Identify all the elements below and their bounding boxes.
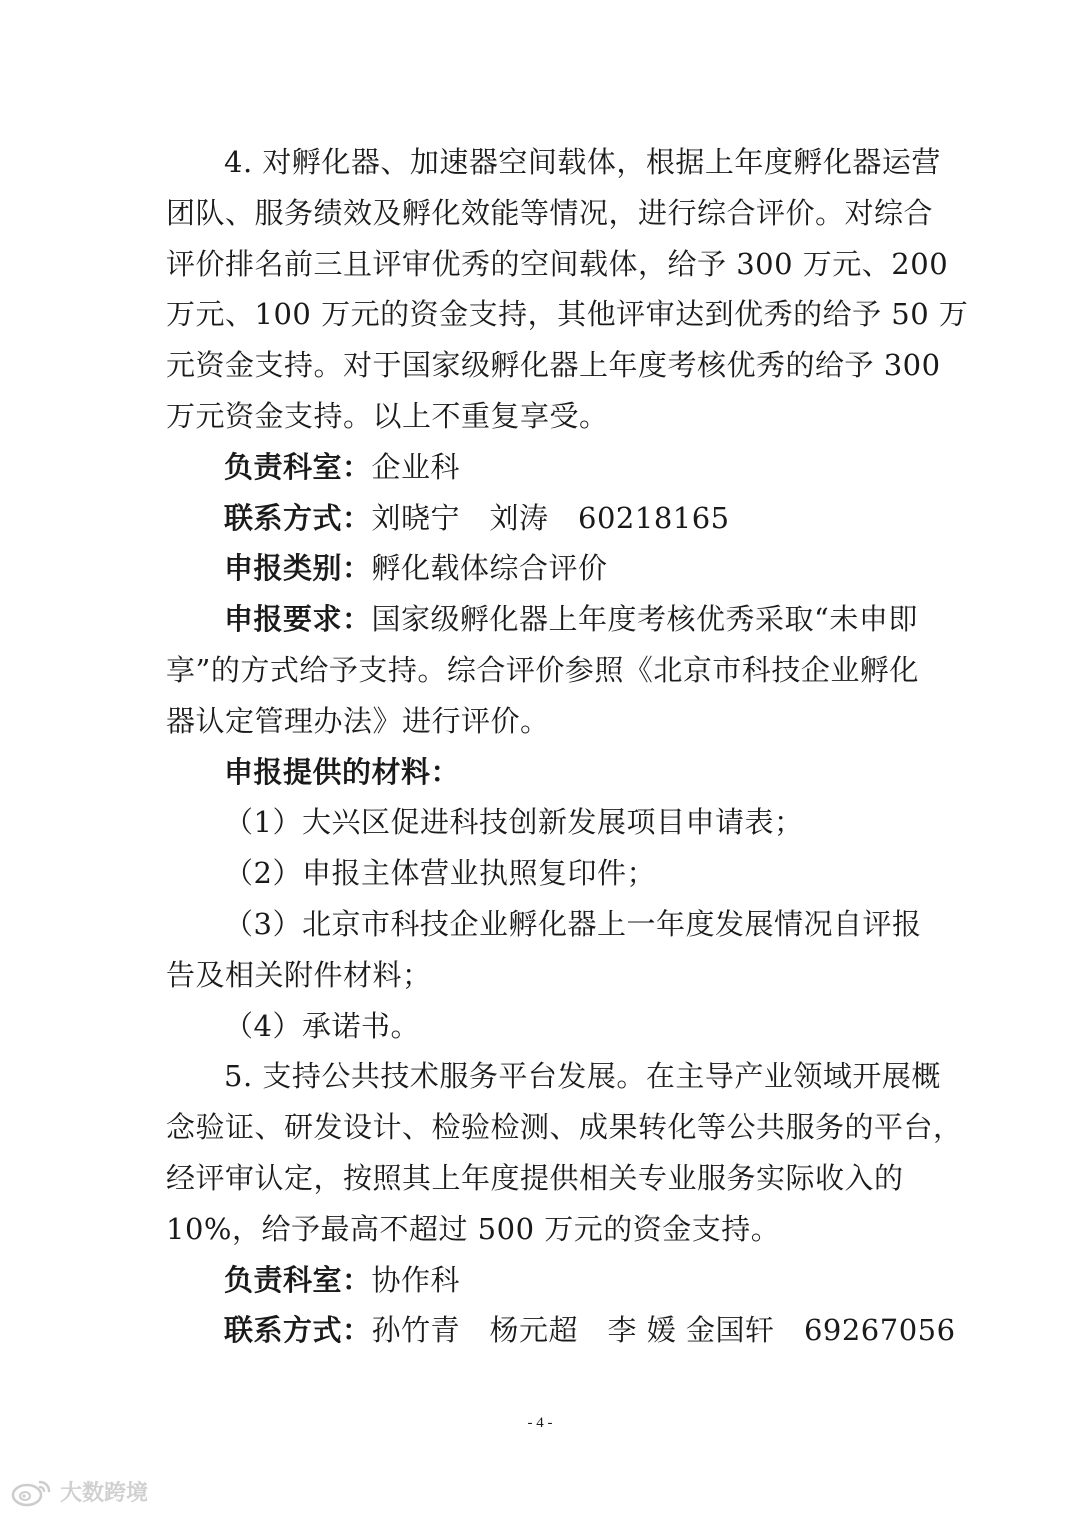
responsible-dept-row-2 bbox=[224, 1260, 918, 1300]
category-value: 孵化载体综合评价 bbox=[371, 551, 608, 585]
material-item-3-line-2: 告及相关附件材料； bbox=[166, 958, 432, 992]
watermark bbox=[10, 1476, 148, 1507]
materials-heading: 申报提供的材料： bbox=[224, 755, 461, 789]
material-item-1: （1）大兴区促进科技创新发展项目申请表； bbox=[224, 805, 804, 839]
responsible-dept-label: 负责科室： bbox=[224, 450, 372, 484]
requirement-label: 申报要求： bbox=[224, 602, 372, 636]
contact-value-2: 孙竹青 杨元超 李 媛 金国轩 69267056 bbox=[371, 1313, 956, 1347]
contact-row-2 bbox=[224, 1310, 956, 1350]
requirement-text-1: 国家级孵化器上年度考核优秀采取“未申即 bbox=[371, 602, 918, 636]
page-number: - 4 - bbox=[527, 1415, 553, 1431]
responsible-dept-label-2: 负责科室： bbox=[224, 1263, 372, 1297]
contact-label-2: 联系方式： bbox=[224, 1313, 372, 1347]
category-row bbox=[224, 548, 918, 588]
paragraph-5-line-1: 5. 支持公共技术服务平台发展。在主导产业领域开展概 bbox=[224, 1059, 941, 1093]
paragraph-4-line-4: 万元、100 万元的资金支持，其他评审达到优秀的给予 50 万 bbox=[166, 297, 969, 331]
contact-row bbox=[224, 498, 918, 538]
category-label: 申报类别： bbox=[224, 551, 372, 585]
requirement-text-3: 器认定管理办法》进行评价。 bbox=[166, 704, 550, 738]
weibo-logo-icon bbox=[10, 1477, 54, 1507]
paragraph-5-line-2: 念验证、研发设计、检验检测、成果转化等公共服务的平台， bbox=[166, 1110, 963, 1144]
paragraph-4-line-1: 4. 对孵化器、加速器空间载体，根据上年度孵化器运营 bbox=[224, 145, 941, 179]
paragraph-5-line-4: 10%，给予最高不超过 500 万元的资金支持。 bbox=[166, 1212, 781, 1246]
contact-value: 刘晓宁 刘涛 60218165 bbox=[371, 501, 730, 535]
material-item-2: （2）申报主体营业执照复印件； bbox=[224, 856, 656, 890]
material-item-3-line-1: （3）北京市科技企业孵化器上一年度发展情况自评报 bbox=[224, 907, 922, 941]
paragraph-4-line-6: 万元资金支持。以上不重复享受。 bbox=[166, 399, 609, 433]
paragraph-5-line-3: 经评审认定，按照其上年度提供相关专业服务实际收入的 bbox=[166, 1161, 904, 1195]
requirement-row bbox=[224, 599, 918, 639]
paragraph-4-line-3: 评价排名前三且评审优秀的空间载体，给予 300 万元、200 bbox=[166, 247, 949, 281]
watermark-text: 大数跨境 bbox=[60, 1481, 149, 1506]
responsible-dept-value-2: 协作科 bbox=[371, 1263, 461, 1297]
responsible-dept-row bbox=[224, 447, 918, 487]
paragraph-4-line-2: 团队、服务绩效及孵化效能等情况，进行综合评价。对综合 bbox=[166, 196, 934, 230]
responsible-dept-value: 企业科 bbox=[371, 450, 461, 484]
requirement-text-2: 享”的方式给予支持。综合评价参照《北京市科技企业孵化 bbox=[166, 653, 919, 687]
paragraph-4-line-5: 元资金支持。对于国家级孵化器上年度考核优秀的给予 300 bbox=[166, 348, 941, 382]
contact-label: 联系方式： bbox=[224, 501, 372, 535]
material-item-4: （4）承诺书。 bbox=[224, 1009, 420, 1043]
